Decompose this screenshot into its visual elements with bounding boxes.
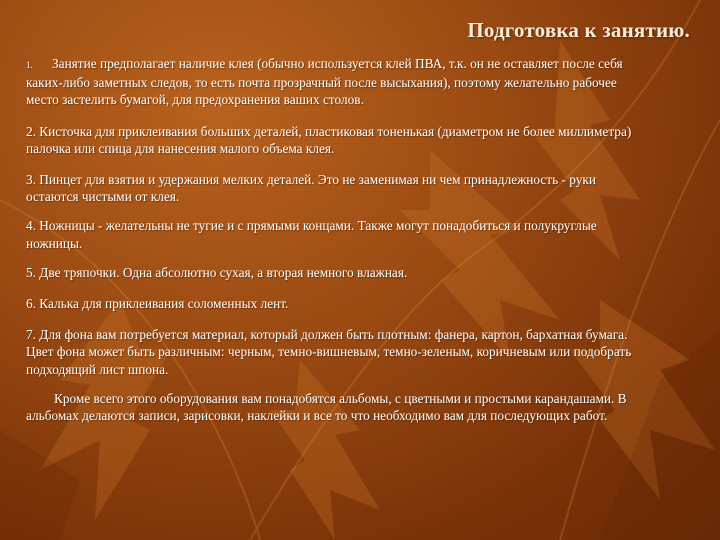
list-item-2: 2. Кисточка для приклеивания больших деталей, пластиковая тоненькая (диаметром не более миллиметра) палочка или спица для нанесения малого объема клея. bbox=[26, 123, 632, 156]
list-item-3: 3. Пинцет для взятия и удержания мелких деталей. Это не заменимая ни чем принадлежность - руки остаются чистыми от клея. bbox=[26, 172, 596, 205]
list-item-1-text: Занятие предполагает наличие клея (обычно используется клей ПВА, т.к. он не оставляет после себя каких-либо заметных следов, то есть почта прозрачный после высыхания), поэтому желательно рабочее место застелить бумагой, для предохранения ваших столов. bbox=[26, 56, 623, 108]
slide-title: Подготовка к занятию. bbox=[467, 18, 690, 42]
list-item-4: 4. Ножницы - желательны не тугие и с прямыми концами. Также могут понадобиться и полукруглые ножницы. bbox=[26, 218, 597, 251]
slide-content bbox=[26, 55, 646, 438]
list-item-1 bbox=[26, 55, 646, 109]
list-item-1-number: 1. bbox=[26, 60, 33, 70]
list-item-7: 7. Для фона вам потребуется материал, который должен быть плотным: фанера, картон, бархатная бумага. Цвет фона может быть различным: черным, темно-вишневым, темно-зеленым, коричневым или подобрать подходящий лист шпона. bbox=[26, 327, 632, 377]
closing-paragraph: Кроме всего этого оборудования вам понадобятся альбомы, с цветными и простыми карандашами. В альбомах делаются записи, зарисовки, наклейки и все то что необходимо вам для последующих работ. bbox=[26, 390, 627, 424]
list-item-5: 5. Две тряпочки. Одна абсолютно сухая, а вторая немного влажная. bbox=[26, 264, 408, 280]
list-item-6: 6. Калька для приклеивания соломенных лент. bbox=[26, 296, 289, 312]
